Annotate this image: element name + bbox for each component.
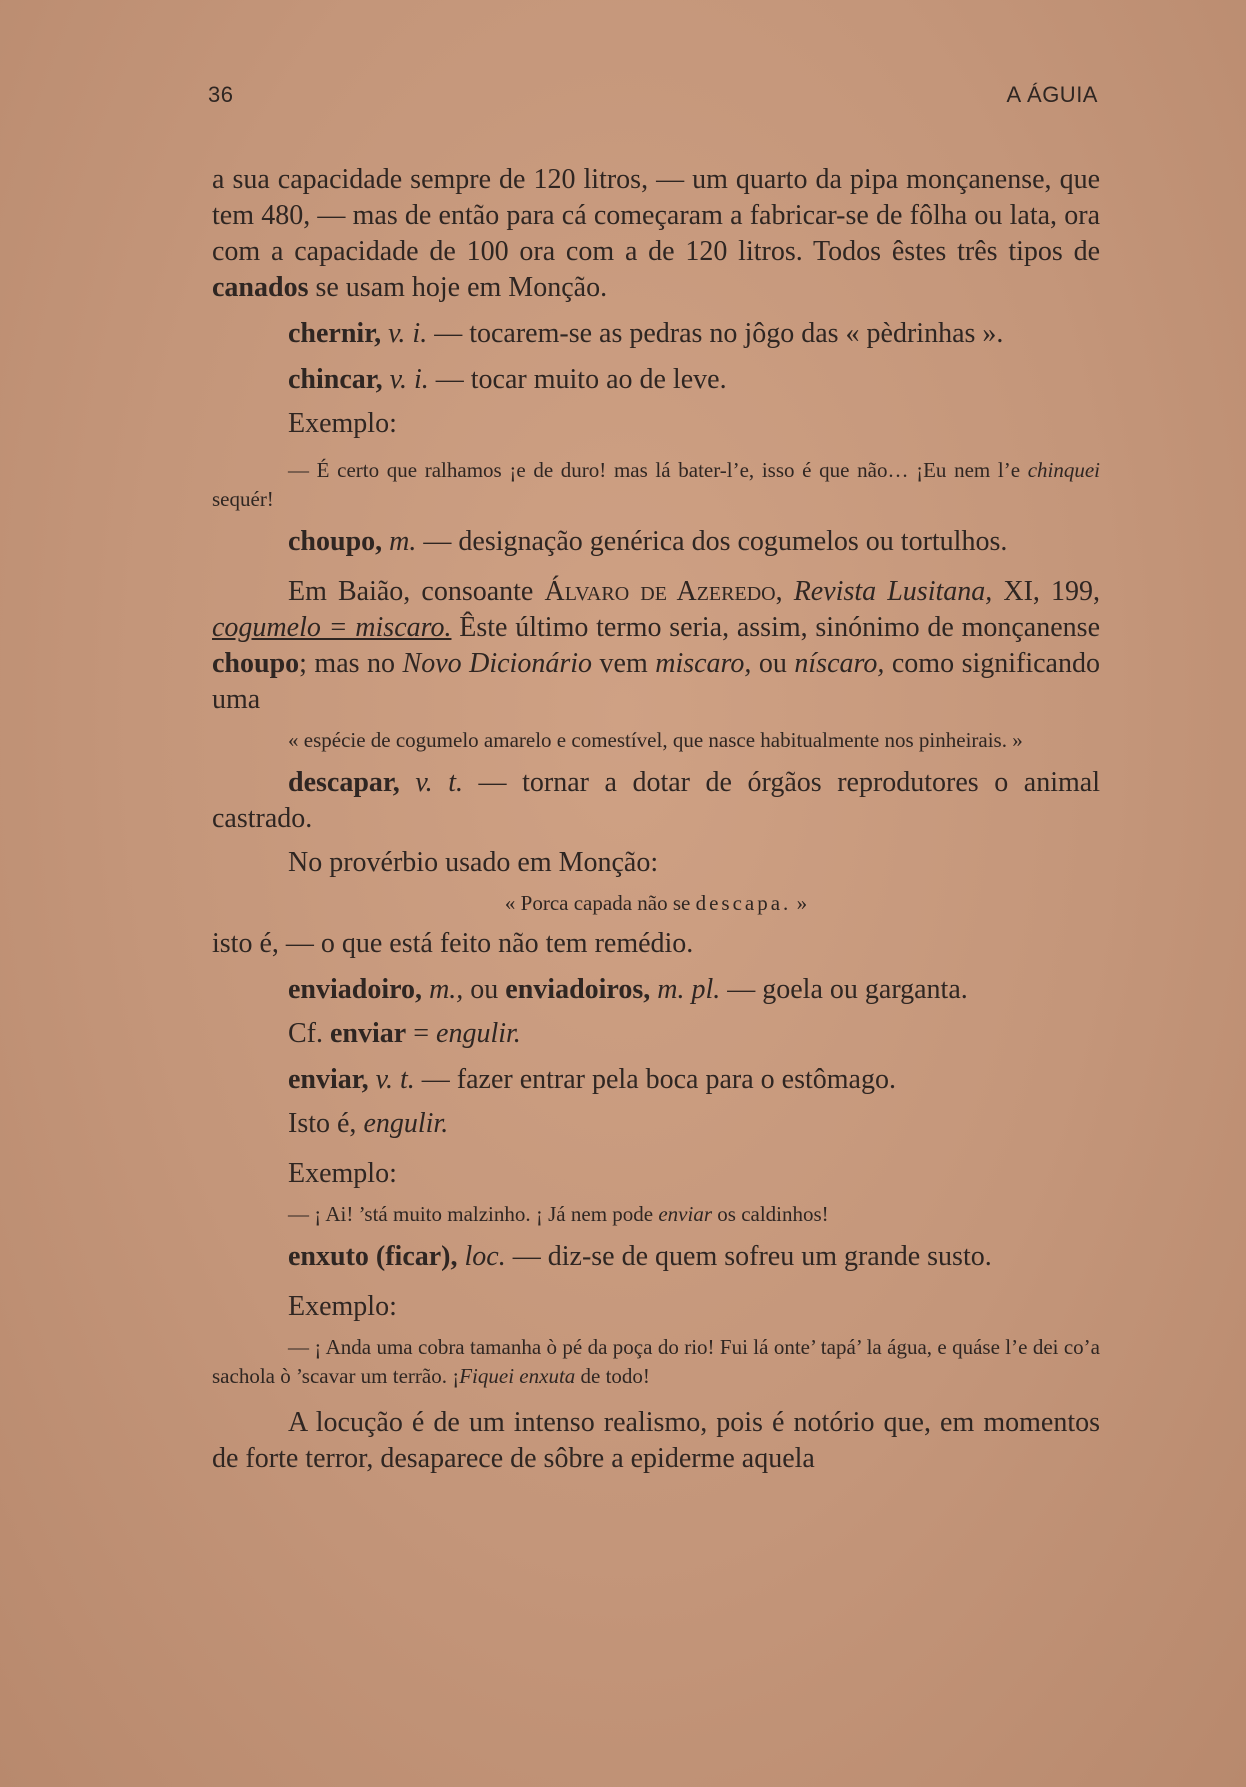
entry-enviar: enviar, v. t. — fazer entrar pela boca para o estômago. [288, 1064, 896, 1095]
paragraph-canados: a sua capacidade sempre de 120 litros, — um quarto da pipa monçanense, que tem 480, — mas de então para cá começaram a fabricar-se de fôlha ou lata, ora com a capacidade de 100 ora com a de 120 litros. Todos êstes três tipos de canados se usam hoje em Monção. [212, 164, 1100, 303]
descapar-proverb: « Porca capada não se descapa. » [504, 891, 808, 915]
baiao-quote: « espécie de cogumelo amarelo e comestível, que nasce habitualmente nos pinheirais. » [288, 728, 1023, 752]
enviar-example: — ¡ Ai! ’stá muito malzinho. ¡ Já nem pode enviar os caldinhos! [288, 1202, 829, 1226]
enxuto-example-label: Exemplo: [288, 1291, 397, 1322]
entry-chincar: chincar, v. i. — tocar muito ao de leve. [288, 364, 727, 395]
running-title: A ÁGUIA [1006, 82, 1098, 107]
entry-enxuto: enxuto (ficar), loc. — diz-se de quem sofreu um grande susto. [288, 1241, 992, 1272]
chincar-example: — É certo que ralhamos ¡e de duro! mas lá bater-l’e, isso é que não… ¡Eu nem l’e chinquei sequér! [212, 458, 1100, 511]
descapar-explanation: isto é, — o que está feito não tem remédio. [212, 928, 694, 959]
enxuto-example: — ¡ Anda uma cobra tamanha ò pé da poça do rio! Fui lá onte’ tapá’ la água, e quáse l’e dei co’a sachola ò ’scavar um terrão. ¡Fiquei enxuta de todo! [212, 1335, 1100, 1388]
entry-choupo: choupo, m. — designação genérica dos cogumelos ou tortulhos. [288, 526, 1008, 557]
paragraph-locucao: A locução é de um intenso realismo, pois é notório que, em momentos de forte terror, desaparece de sôbre a epiderme aquela [212, 1407, 1100, 1474]
page-number: 36 [208, 82, 234, 107]
enviar-example-label: Exemplo: [288, 1158, 397, 1189]
paragraph-baiao: Em Baião, consoante Álvaro de Azeredo, Revista Lusitana, XI, 199, cogumelo = miscaro. Êste último termo seria, assim, sinónimo de monçanense choupo; mas no Novo Dicionário vem miscaro, ou níscaro, como significando uma [212, 576, 1101, 715]
entry-descapar: descapar, v. t. — tornar a dotar de órgãos reprodutores o animal castrado. [212, 767, 1100, 834]
enviar-isto: Isto é, engulir. [288, 1108, 449, 1139]
descapar-intro: No provérbio usado em Monção: [288, 847, 659, 878]
chincar-example-label: Exemplo: [288, 408, 397, 439]
entry-chernir: chernir, v. i. — tocarem-se as pedras no jôgo das « pèdrinhas ». [288, 318, 1004, 349]
entry-enviadoiro: enviadoiro, m., ou enviadoiros, m. pl. — goela ou garganta. [288, 974, 968, 1005]
cf-enviar: Cf. enviar = engulir. [288, 1018, 521, 1049]
page-body [212, 162, 1100, 1477]
